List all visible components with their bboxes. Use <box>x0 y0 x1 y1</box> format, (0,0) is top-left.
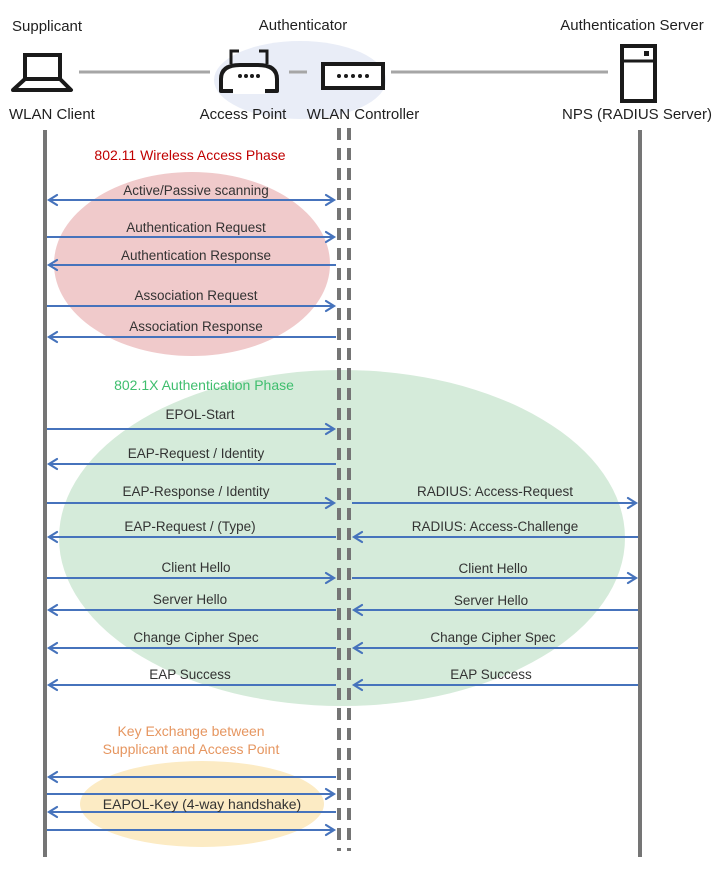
msg-eap-response-identity: EAP-Response / Identity <box>122 484 270 499</box>
msg-auth-request: Authentication Request <box>126 220 266 235</box>
msg-client-hello-left: Client Hello <box>161 560 231 575</box>
msg-assoc-response: Association Response <box>129 319 263 334</box>
server-icon <box>622 46 655 101</box>
msg-eap-success-left: EAP Success <box>149 667 231 682</box>
msg-change-cipher-left: Change Cipher Spec <box>133 630 259 645</box>
role-supplicant: Supplicant <box>12 18 83 35</box>
msg-eap-request-identity: EAP-Request / Identity <box>127 446 265 461</box>
device-wlan-controller: WLAN Controller <box>306 106 420 123</box>
msg-auth-response: Authentication Response <box>120 248 272 263</box>
msg-radius-access-challenge: RADIUS: Access-Challenge <box>411 519 579 534</box>
msg-server-hello-left: Server Hello <box>152 592 228 607</box>
msg-scanning: Active/Passive scanning <box>123 183 269 198</box>
role-authenticator: Authenticator <box>258 17 348 34</box>
phase-title-key-exchange-line1: Key Exchange between <box>117 723 265 739</box>
msg-epol-start: EPOL-Start <box>165 407 235 422</box>
wlan-controller-icon <box>323 64 383 88</box>
msg-server-hello-right: Server Hello <box>453 593 529 608</box>
msg-assoc-request: Association Request <box>134 288 258 303</box>
device-radius-server: NPS (RADIUS Server) <box>561 106 713 123</box>
msg-radius-access-request: RADIUS: Access-Request <box>416 484 574 499</box>
msg-eapol-key: EAPOL-Key (4-way handshake) <box>102 796 302 812</box>
phase-title-wireless-access: 802.11 Wireless Access Phase <box>94 147 286 163</box>
device-access-point: Access Point <box>199 106 287 123</box>
laptop-icon <box>13 55 71 90</box>
msg-client-hello-right: Client Hello <box>458 561 528 576</box>
device-wlan-client: WLAN Client <box>9 106 95 123</box>
msg-change-cipher-right: Change Cipher Spec <box>430 630 556 645</box>
msg-eap-request-type: EAP-Request / (Type) <box>124 519 256 534</box>
role-authentication-server: Authentication Server <box>560 17 704 34</box>
phase-title-key-exchange-line2: Supplicant and Access Point <box>102 741 280 757</box>
phase-title-dot1x: 802.1X Authentication Phase <box>114 377 294 393</box>
msg-eap-success-right: EAP Success <box>450 667 532 682</box>
